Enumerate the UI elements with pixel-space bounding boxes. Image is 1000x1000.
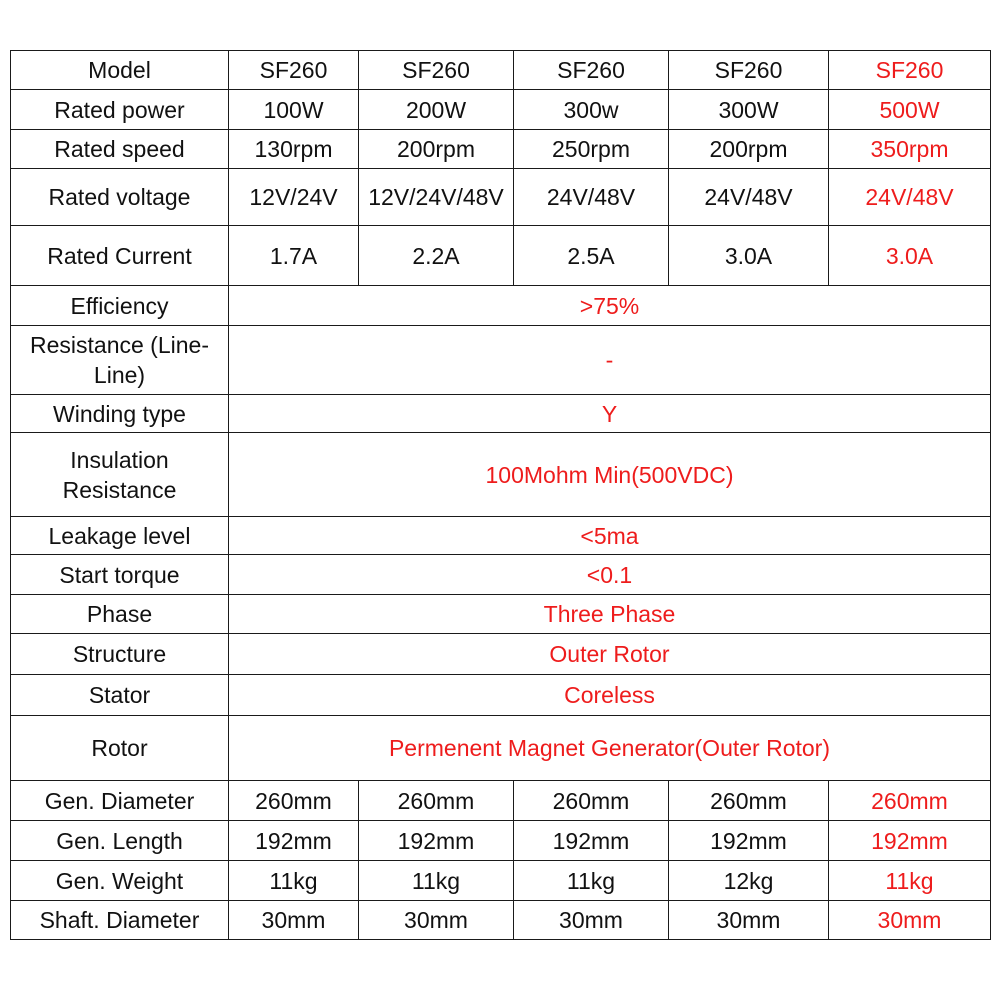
spec-row (11, 130, 991, 169)
spec-value-merged: Y (229, 395, 991, 433)
spec-value: 200rpm (359, 130, 514, 169)
spec-row (11, 675, 991, 716)
spec-row (11, 169, 991, 226)
spec-value: SF260 (359, 51, 514, 90)
spec-value: SF260 (229, 51, 359, 90)
spec-value: SF260 (669, 51, 829, 90)
spec-value: 260mm (359, 781, 514, 821)
spec-value-merged: Coreless (229, 675, 991, 716)
spec-value-merged: Permenent Magnet Generator(Outer Rotor) (229, 716, 991, 781)
spec-value-merged: Outer Rotor (229, 634, 991, 675)
spec-value-merged: <5ma (229, 517, 991, 555)
spec-label: Structure (11, 634, 229, 675)
spec-table (10, 50, 991, 940)
spec-value: 1.7A (229, 226, 359, 286)
spec-label: Gen. Weight (11, 861, 229, 901)
spec-value: 250rpm (514, 130, 669, 169)
spec-value: 260mm (669, 781, 829, 821)
spec-value: 200rpm (669, 130, 829, 169)
spec-value: 3.0A (669, 226, 829, 286)
spec-label: Rotor (11, 716, 229, 781)
spec-row (11, 901, 991, 940)
spec-value: 300W (669, 90, 829, 130)
spec-value: 300w (514, 90, 669, 130)
spec-row (11, 433, 991, 517)
spec-value: 350rpm (829, 130, 991, 169)
spec-value: 30mm (829, 901, 991, 940)
spec-value: 24V/48V (669, 169, 829, 226)
spec-label: Start torque (11, 555, 229, 595)
spec-value: 260mm (514, 781, 669, 821)
spec-value: 500W (829, 90, 991, 130)
spec-value: 2.2A (359, 226, 514, 286)
spec-value: 11kg (359, 861, 514, 901)
spec-value-merged: >75% (229, 286, 991, 326)
spec-row (11, 634, 991, 675)
spec-value: 11kg (229, 861, 359, 901)
spec-value: 100W (229, 90, 359, 130)
spec-value: 12V/24V/48V (359, 169, 514, 226)
spec-table-body (11, 51, 991, 940)
spec-label: Model (11, 51, 229, 90)
spec-value-merged: Three Phase (229, 595, 991, 634)
spec-value: 30mm (669, 901, 829, 940)
spec-value: 260mm (229, 781, 359, 821)
spec-value: 2.5A (514, 226, 669, 286)
spec-label: Rated speed (11, 130, 229, 169)
spec-label: Leakage level (11, 517, 229, 555)
spec-value: 192mm (229, 821, 359, 861)
spec-value: 11kg (514, 861, 669, 901)
spec-value: 200W (359, 90, 514, 130)
spec-label: Insulation Resistance (11, 433, 229, 517)
spec-value: 3.0A (829, 226, 991, 286)
spec-row (11, 716, 991, 781)
spec-label: Gen. Diameter (11, 781, 229, 821)
spec-label: Rated voltage (11, 169, 229, 226)
spec-label: Gen. Length (11, 821, 229, 861)
spec-row (11, 595, 991, 634)
spec-row (11, 555, 991, 595)
spec-value: SF260 (514, 51, 669, 90)
spec-label: Efficiency (11, 286, 229, 326)
spec-row (11, 286, 991, 326)
spec-value: 192mm (669, 821, 829, 861)
spec-row (11, 226, 991, 286)
spec-label: Rated Current (11, 226, 229, 286)
spec-value-merged: - (229, 326, 991, 395)
spec-label: Shaft. Diameter (11, 901, 229, 940)
spec-row (11, 517, 991, 555)
spec-value: 30mm (229, 901, 359, 940)
spec-label: Rated power (11, 90, 229, 130)
spec-value: 30mm (359, 901, 514, 940)
spec-row (11, 51, 991, 90)
spec-row (11, 781, 991, 821)
spec-value: 260mm (829, 781, 991, 821)
spec-row (11, 326, 991, 395)
spec-value: 192mm (514, 821, 669, 861)
spec-value: 12V/24V (229, 169, 359, 226)
spec-value: 24V/48V (514, 169, 669, 226)
spec-label: Resistance (Line-Line) (11, 326, 229, 395)
spec-value: 30mm (514, 901, 669, 940)
spec-value: 192mm (359, 821, 514, 861)
spec-value: 12kg (669, 861, 829, 901)
spec-label: Stator (11, 675, 229, 716)
spec-value-merged: <0.1 (229, 555, 991, 595)
spec-value-merged: 100Mohm Min(500VDC) (229, 433, 991, 517)
spec-row (11, 90, 991, 130)
spec-label: Phase (11, 595, 229, 634)
spec-label: Winding type (11, 395, 229, 433)
spec-value: SF260 (829, 51, 991, 90)
spec-value: 192mm (829, 821, 991, 861)
spec-value: 24V/48V (829, 169, 991, 226)
spec-row (11, 861, 991, 901)
spec-row (11, 395, 991, 433)
spec-value: 130rpm (229, 130, 359, 169)
spec-row (11, 821, 991, 861)
spec-value: 11kg (829, 861, 991, 901)
